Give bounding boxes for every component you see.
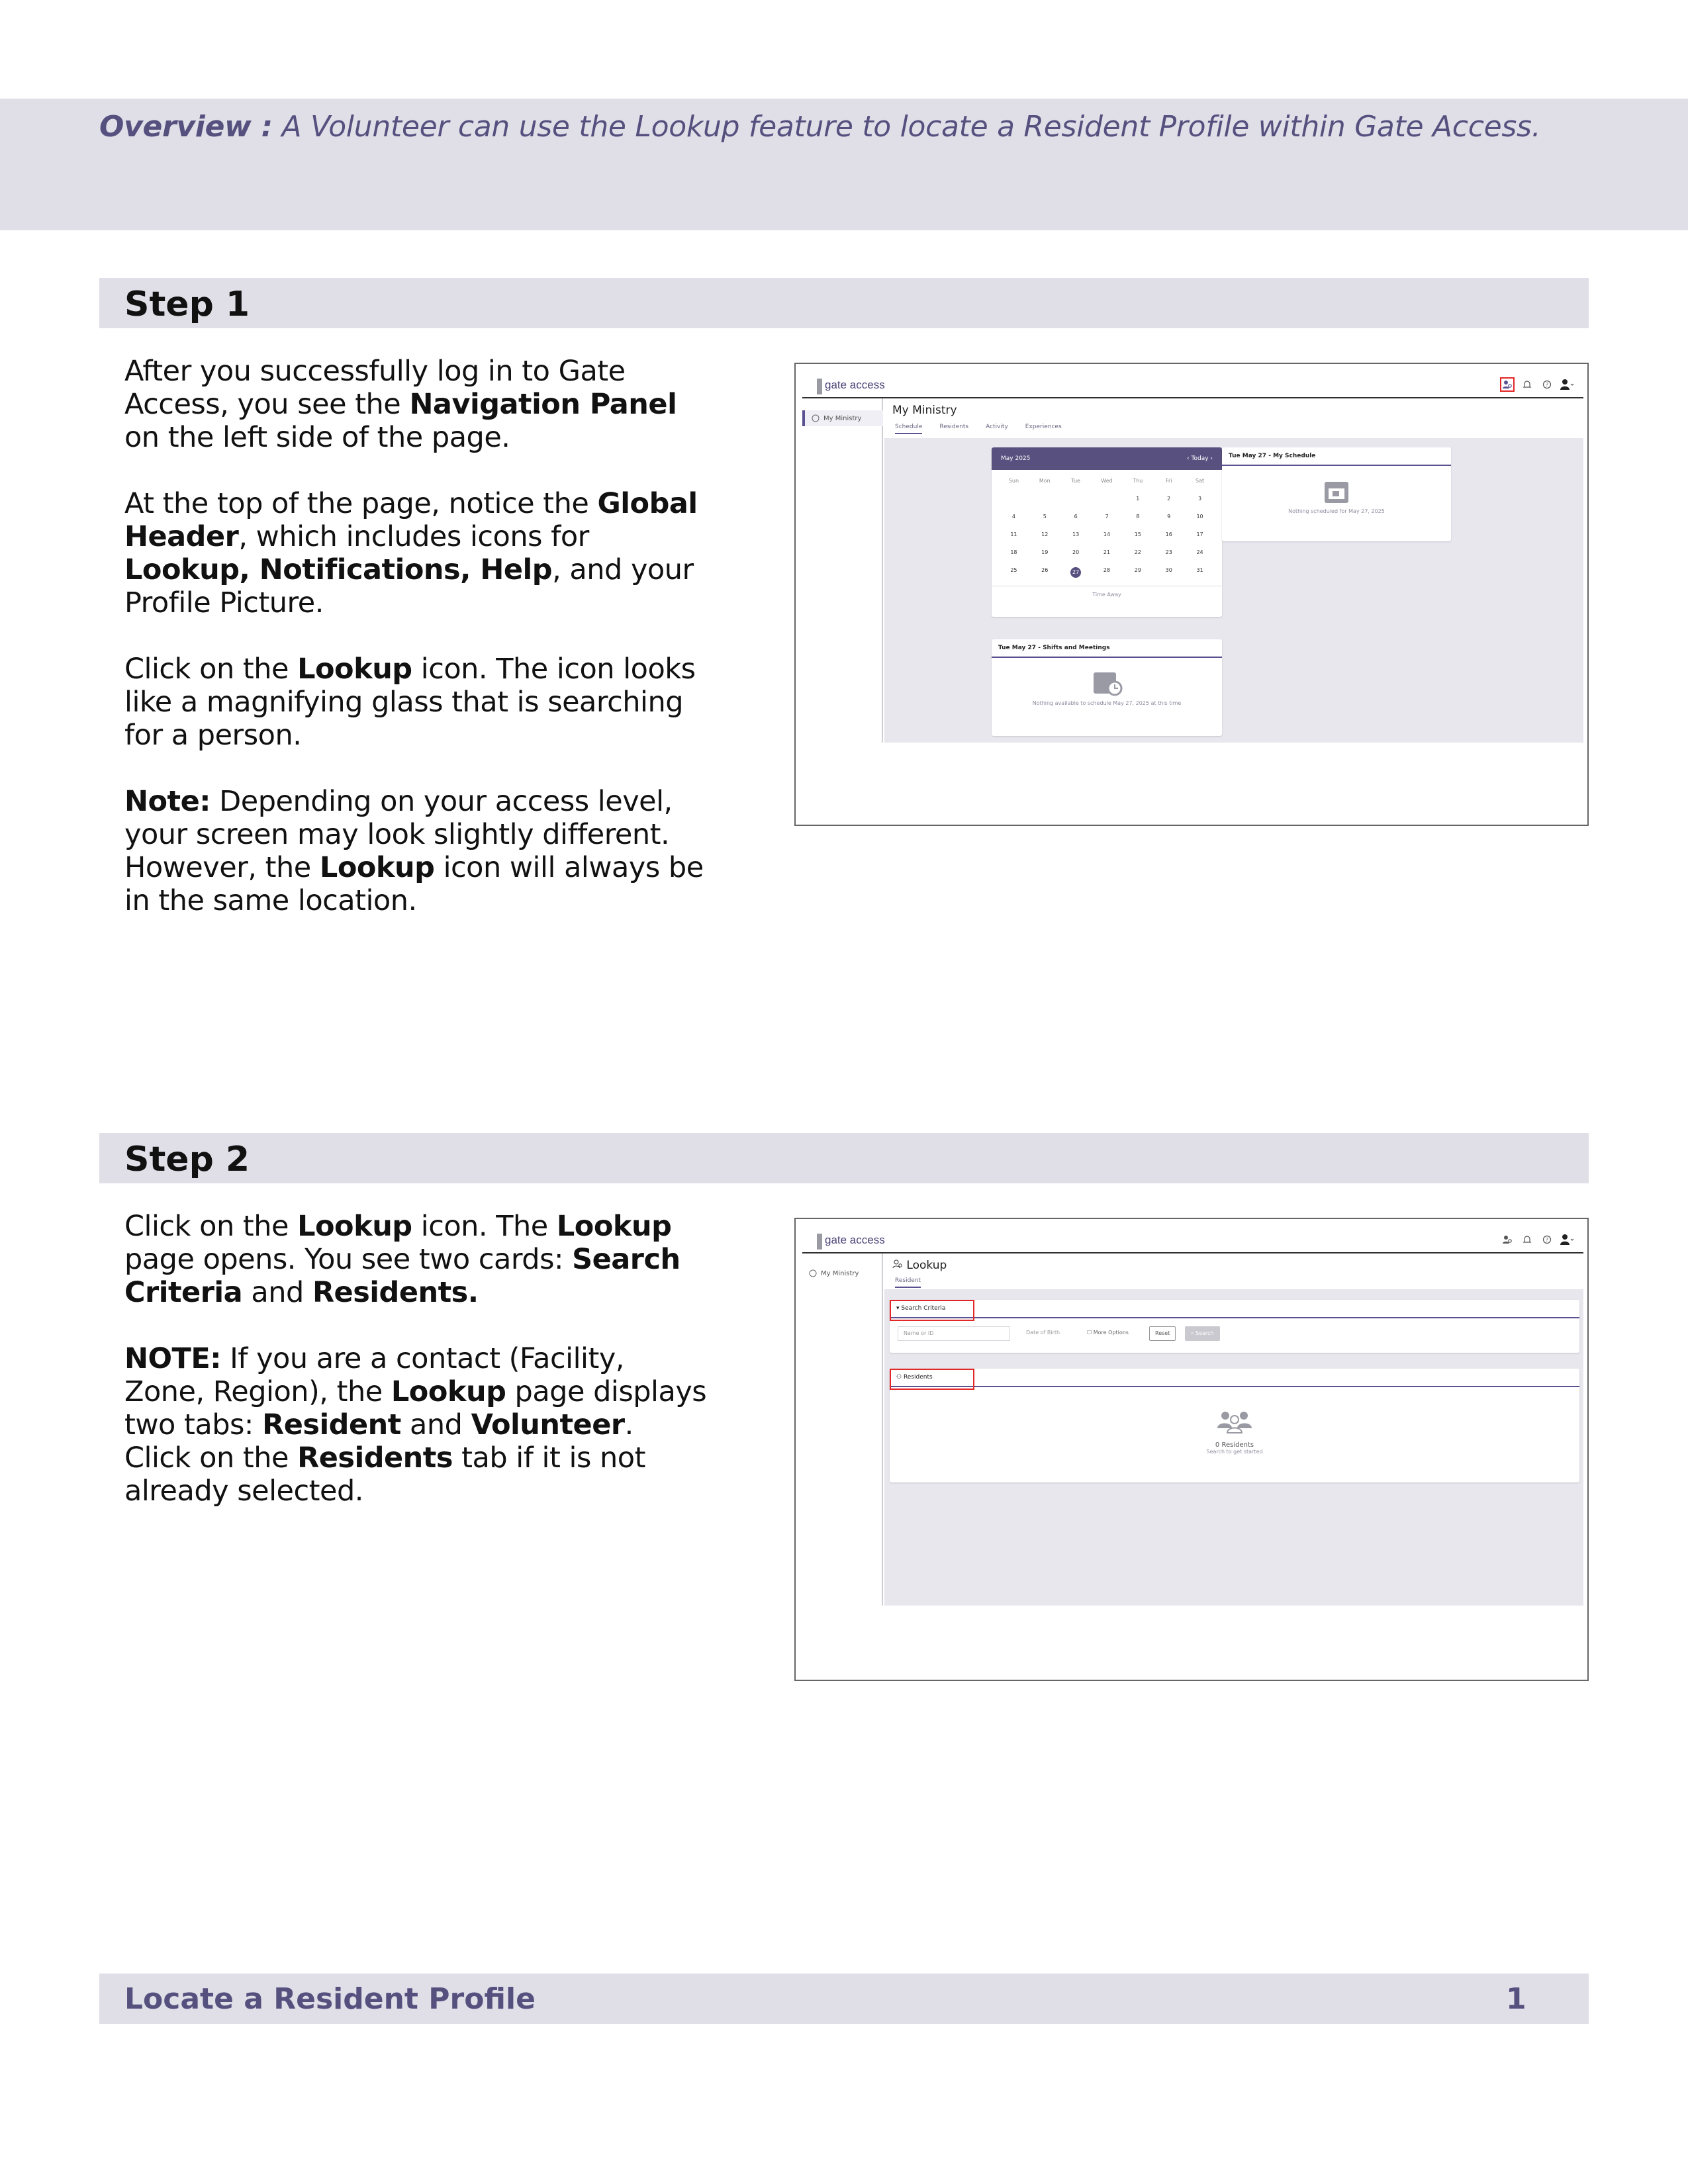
step1-paragraph-2: At the top of the page, notice the Global Header, which includes icons for Lookup, Notifications, Help, and your Profile Picture.: [124, 487, 698, 619]
calendar-day[interactable]: 2: [1167, 496, 1171, 502]
calendar-dow: Wed: [1101, 478, 1113, 484]
calendar-dow: Tue: [1071, 478, 1080, 484]
calendar-day: [1092, 496, 1123, 502]
date-of-birth-input[interactable]: Date of Birth: [1026, 1330, 1060, 1336]
step1-paragraph-1: After you successfully log in to Gate Access, you see the Navigation Panel on the left side of the page.: [124, 355, 677, 454]
calendar-card: [992, 447, 1222, 617]
today-button[interactable]: ‹ Today ›: [1187, 455, 1213, 462]
step2-screenshot: [794, 1218, 1589, 1681]
calendar-day[interactable]: 19: [1041, 549, 1049, 555]
more-options-toggle[interactable]: ☐ More Options: [1087, 1330, 1129, 1336]
search-button[interactable]: ⌕ Search: [1185, 1326, 1220, 1341]
step2-paragraph-2: NOTE: If you are a contact (Facility, Zone, Region), the Lookup page displays two tabs: Resident and Volunteer. Click on the Residents tab if it is not already selected.: [124, 1342, 707, 1508]
app-logo: gate access: [825, 1234, 885, 1246]
step1-title: Step 1: [124, 285, 250, 324]
calendar-day[interactable]: 7: [1105, 514, 1109, 520]
calendar-day[interactable]: 21: [1103, 549, 1111, 555]
calendar-grid: [992, 470, 1222, 586]
calendar-day[interactable]: 30: [1165, 567, 1172, 573]
global-header: [802, 1226, 1583, 1253]
calendar-day[interactable]: 20: [1072, 549, 1080, 555]
residents-header: ⚇ Residents: [890, 1369, 1579, 1387]
tab-experiences[interactable]: Experiences: [1025, 424, 1062, 430]
calendar-dow: Thu: [1133, 478, 1143, 484]
calendar-day[interactable]: 26: [1041, 567, 1049, 573]
home-icon: [812, 414, 820, 422]
step1-paragraph-4: Note: Depending on your access level, your screen may look slightly different. However, the Lookup icon will always be in the same location.: [124, 785, 704, 917]
time-away-link[interactable]: Time Away: [992, 586, 1222, 598]
reset-button[interactable]: Reset: [1149, 1326, 1176, 1341]
step2-instructions: [124, 1210, 707, 1541]
calendar-day[interactable]: 15: [1134, 531, 1141, 537]
calendar-dow: Sun: [1008, 478, 1019, 484]
calendar-day[interactable]: 13: [1072, 531, 1080, 537]
calendar-day[interactable]: 12: [1041, 531, 1049, 537]
tab-residents[interactable]: Residents: [939, 424, 969, 430]
calendar-clock-icon: [992, 658, 1222, 700]
search-criteria-card: [890, 1300, 1579, 1353]
calendar-day[interactable]: 31: [1196, 567, 1203, 573]
step2-header-bar: [99, 1133, 1589, 1183]
notifications-bell-icon[interactable]: [1520, 377, 1534, 392]
calendar-day[interactable]: 14: [1103, 531, 1111, 537]
my-schedule-title: Tue May 27 - My Schedule: [1222, 447, 1451, 466]
search-criteria-highlight: [890, 1300, 974, 1321]
residents-group-icon: [890, 1387, 1579, 1436]
calendar-day[interactable]: 27: [1060, 567, 1092, 578]
svg-text:?: ?: [1545, 382, 1549, 388]
svg-text:?: ?: [1545, 1237, 1549, 1243]
calendar-day[interactable]: 28: [1103, 567, 1111, 573]
my-schedule-card: [1222, 447, 1451, 541]
profile-picture-icon[interactable]: [1560, 1232, 1574, 1247]
calendar-day[interactable]: 5: [1043, 514, 1047, 520]
footer-title: Locate a Resident Profile: [124, 1982, 536, 2016]
profile-picture-icon[interactable]: [1560, 377, 1574, 392]
overview-text: Overview : A Volunteer can use the Lookup feature to locate a Resident Profile within Gate Access.: [99, 110, 1541, 144]
search-criteria-header[interactable]: ▾ Search Criteria: [890, 1300, 1579, 1318]
calendar-dow: Mon: [1039, 478, 1051, 484]
step1-instructions: [124, 355, 707, 950]
step1-paragraph-3: Click on the Lookup icon. The icon looks like a magnifying glass that is searching for a person.: [124, 653, 696, 752]
notifications-bell-icon[interactable]: [1520, 1232, 1534, 1247]
calendar-day[interactable]: 22: [1134, 549, 1141, 555]
global-header: [802, 371, 1583, 398]
name-or-id-input[interactable]: Name or ID: [898, 1326, 1010, 1341]
logo-mark: [817, 1234, 822, 1250]
calendar-day[interactable]: 11: [1010, 531, 1017, 537]
step1-screenshot: [794, 363, 1589, 826]
step1-header-bar: [99, 278, 1589, 328]
calendar-day: [1060, 496, 1092, 502]
logo-mark: [817, 379, 822, 394]
lookup-icon[interactable]: [1500, 377, 1515, 392]
calendar-dow: Fri: [1165, 478, 1172, 484]
help-icon[interactable]: [1540, 1232, 1554, 1247]
calendar-day[interactable]: 4: [1011, 514, 1015, 520]
shifts-card: [992, 639, 1222, 736]
calendar-day[interactable]: 24: [1196, 549, 1203, 555]
tab-schedule[interactable]: Schedule: [895, 424, 922, 434]
tab-activity[interactable]: Activity: [986, 424, 1008, 430]
shifts-empty: Nothing available to schedule May 27, 2025 at this time: [1032, 700, 1182, 706]
calendar-day: [1029, 496, 1060, 502]
page-title: Lookup: [892, 1259, 947, 1272]
sidebar-item-my-ministry[interactable]: My Ministry: [802, 410, 883, 426]
calendar-dow: Sat: [1196, 478, 1205, 484]
calendar-day[interactable]: 3: [1198, 496, 1202, 502]
calendar-day[interactable]: 17: [1196, 531, 1203, 537]
calendar-day: [998, 496, 1029, 502]
page-number: 1: [1506, 1982, 1526, 2016]
lookup-title-icon: [892, 1259, 903, 1269]
residents-hint: Search to get started: [1206, 1449, 1263, 1455]
tab-resident[interactable]: Resident: [895, 1277, 921, 1288]
navigation-panel: [802, 1253, 883, 1606]
calendar-day[interactable]: 9: [1167, 514, 1171, 520]
calendar-day[interactable]: 16: [1165, 531, 1172, 537]
my-ministry-app: [802, 371, 1583, 743]
calendar-day[interactable]: 8: [1136, 514, 1140, 520]
calendar-day[interactable]: 23: [1165, 549, 1172, 555]
calendar-day[interactable]: 1: [1136, 496, 1140, 502]
step2-title: Step 2: [124, 1140, 250, 1179]
residents-card: [890, 1369, 1579, 1482]
page-title: My Ministry: [892, 404, 957, 417]
lookup-icon[interactable]: [1500, 1232, 1515, 1247]
main-content: [884, 398, 1583, 743]
calendar-day[interactable]: 10: [1196, 514, 1203, 520]
main-content: [884, 1253, 1583, 1606]
calendar-month: May 2025: [1001, 455, 1031, 462]
calendar-day[interactable]: 25: [1010, 567, 1017, 573]
calendar-day[interactable]: 6: [1074, 514, 1078, 520]
residents-count: 0 Residents: [1215, 1441, 1254, 1449]
calendar-empty-icon: [1222, 466, 1451, 508]
navigation-panel: [802, 398, 883, 743]
home-icon: [809, 1269, 817, 1277]
residents-highlight: [890, 1369, 974, 1390]
lookup-app: [802, 1226, 1583, 1606]
step2-paragraph-1: Click on the Lookup icon. The Lookup page opens. You see two cards: Search Criteria and Residents.: [124, 1210, 680, 1309]
shifts-title: Tue May 27 - Shifts and Meetings: [992, 639, 1222, 658]
calendar-day[interactable]: 29: [1134, 567, 1141, 573]
calendar-day[interactable]: 18: [1010, 549, 1017, 555]
help-icon[interactable]: [1540, 377, 1554, 392]
my-schedule-empty: Nothing scheduled for May 27, 2025: [1288, 508, 1385, 514]
sidebar-item-my-ministry[interactable]: My Ministry: [802, 1265, 883, 1281]
app-logo: gate access: [825, 379, 885, 391]
